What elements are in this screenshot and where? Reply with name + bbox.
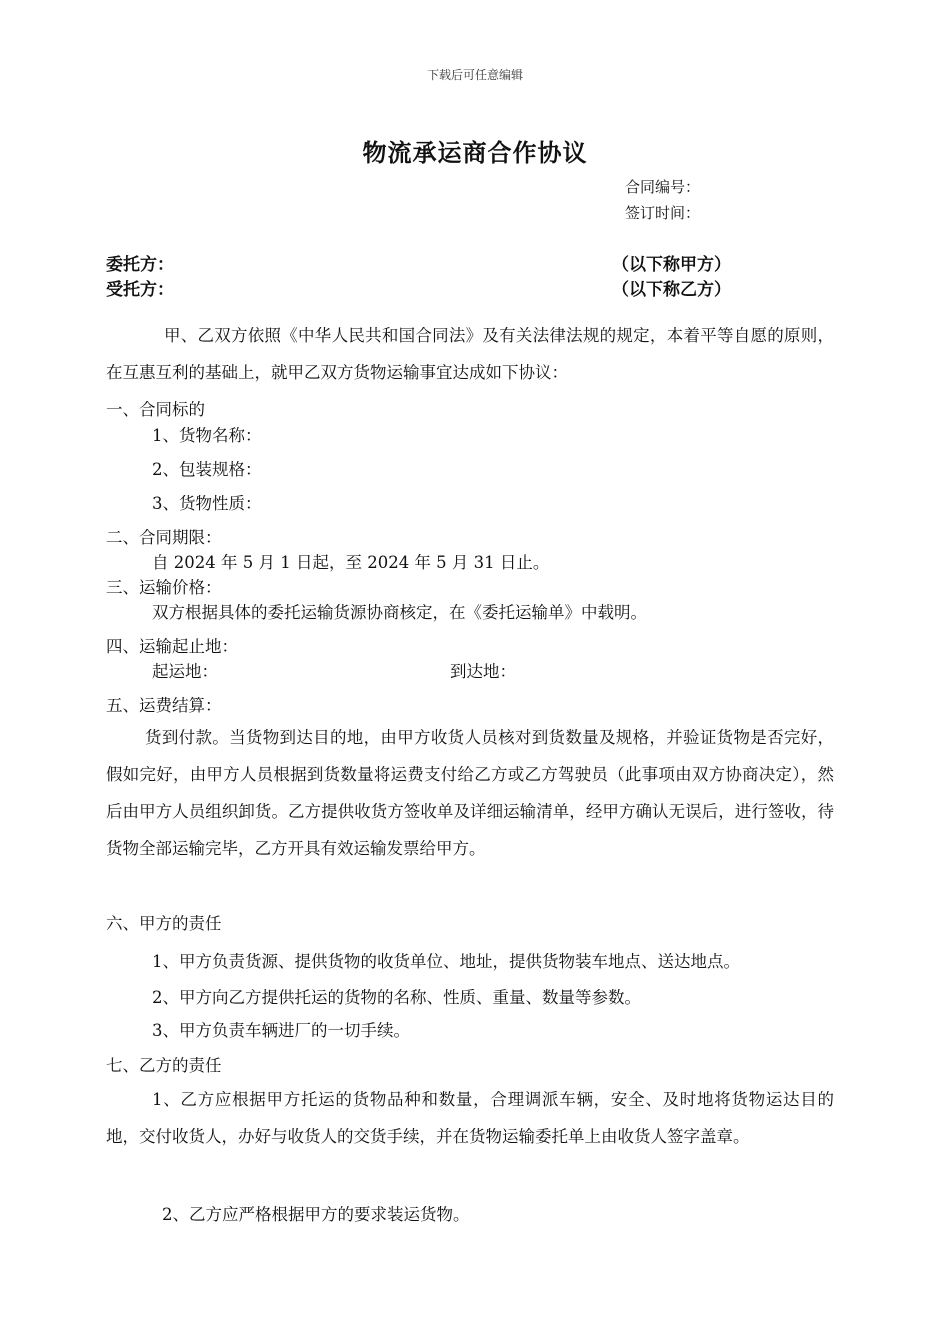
- section-1-item: 2、包装规格：: [152, 460, 262, 479]
- party-a-duty-item: 2、甲方向乙方提供托运的货物的名称、性质、重量、数量等参数。: [152, 988, 641, 1007]
- party-a-label: 委托方：: [106, 255, 174, 275]
- section-1-heading: 一、合同标的: [106, 400, 205, 419]
- intro-paragraph: 甲、乙双方依照《中华人民共和国合同法》及有关法律法规的规定，本着平等自愿的原则，在互惠互利的基础上，就甲乙双方货物运输事宜达成如下协议：: [106, 326, 834, 382]
- contract-period-text: 自 2024 年 5 月 1 日起，至 2024 年 5 月 31 日止。: [152, 553, 550, 572]
- contract-number-label: 合同编号：: [625, 178, 701, 196]
- destination-label: 到达地：: [450, 662, 516, 681]
- section-6-heading: 六、甲方的责任: [106, 914, 222, 933]
- document-title: 物流承运商合作协议: [362, 138, 588, 167]
- section-4-heading: 四、运输起止地：: [106, 637, 238, 656]
- origin-label: 起运地：: [152, 662, 218, 681]
- party-b-duty-item: 1、乙方应根据甲方托运的货物品种和数量，合理调派车辆，安全、及时地将货物运达目的地，交付收货人，办好与收货人的交货手续，并在货物运输委托单上由收货人签字盖章。: [106, 1090, 834, 1146]
- sign-date-label: 签订时间：: [625, 204, 701, 222]
- party-b-label: 受托方：: [106, 280, 174, 300]
- header-note: 下载后可任意编辑: [426, 68, 523, 82]
- party-a-alias: （以下称甲方）: [612, 255, 731, 275]
- party-b-duty-item: 2、乙方应严格根据甲方的要求装运货物。: [162, 1205, 470, 1224]
- party-a-duty-item: 3、甲方负责车辆进厂的一切手续。: [152, 1021, 410, 1040]
- settlement-paragraph: 货到付款。当货物到达目的地，由甲方收货人员核对到货数量及规格，并验证货物是否完好，假如完好，由甲方人员根据到货数量将运费支付给乙方或乙方驾驶员（此事项由双方协商决定），然后由甲方人员组织卸货。乙方提供收货方签收单及详细运输清单，经甲方确认无误后，进行签收，待货物全部运输完毕，乙方开具有效运输发票给甲方。: [106, 728, 834, 858]
- section-1-item: 1、货物名称：: [152, 426, 262, 445]
- section-3-heading: 三、运输价格：: [106, 578, 222, 597]
- party-b-alias: （以下称乙方）: [612, 280, 731, 300]
- section-2-heading: 二、合同期限：: [106, 528, 222, 547]
- section-1-item: 3、货物性质：: [152, 494, 262, 513]
- section-7-heading: 七、乙方的责任: [106, 1056, 222, 1075]
- transport-price-text: 双方根据具体的委托运输货源协商核定，在《委托运输单》中载明。: [152, 603, 647, 622]
- section-5-heading: 五、运费结算：: [106, 696, 222, 715]
- party-a-duty-item: 1、甲方负责货源、提供货物的收货单位、地址，提供货物装车地点、送达地点。: [152, 952, 740, 971]
